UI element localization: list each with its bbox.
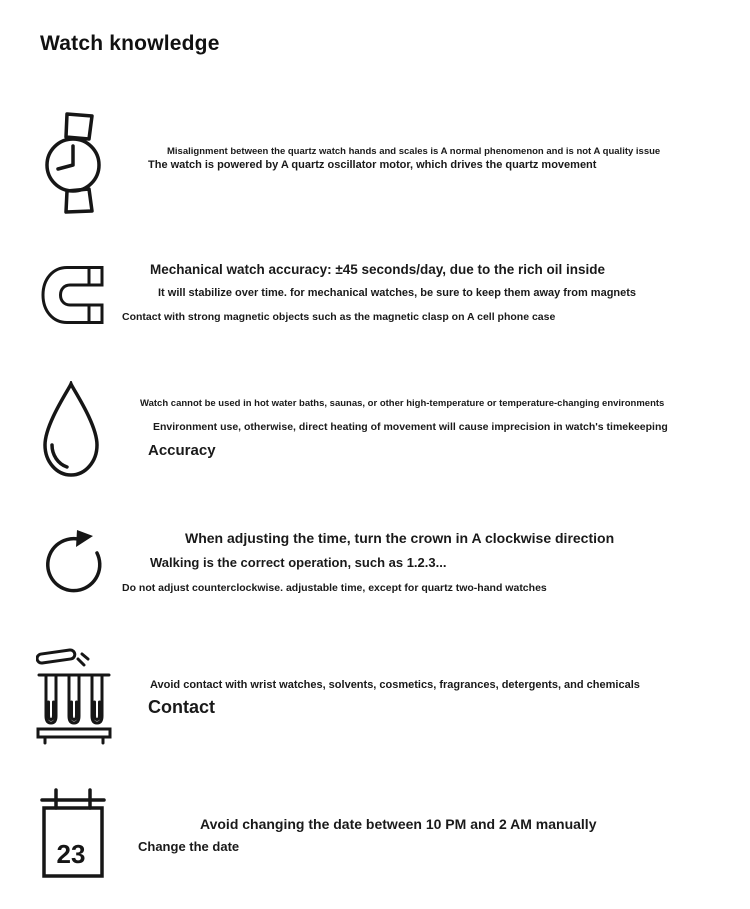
wristwatch-icon [42, 112, 106, 214]
calendar-icon [40, 788, 106, 880]
calendar-day-number: 23 [56, 839, 86, 869]
date-change-warning-line: Avoid changing the date between 10 PM and 2 AM manually [200, 816, 597, 832]
change-date-heading: Change the date [138, 839, 240, 854]
water-drop-icon [40, 381, 102, 479]
mechanical-accuracy-line: Mechanical watch accuracy: ±45 seconds/day, due to the rich oil inside [150, 262, 606, 277]
counterclockwise-warning-line: Do not adjust counterclockwise. adjustable time, except for quartz two-hand watches [122, 582, 547, 594]
accuracy-heading: Accuracy [148, 442, 216, 459]
magnetic-objects-line: Contact with strong magnetic objects such as the magnetic clasp on A cell phone case [122, 311, 556, 323]
magnet-warning-line: It will stabilize over time. for mechanical watches, be sure to keep them away from magnets [158, 287, 637, 299]
page-title: Watch knowledge [40, 32, 220, 55]
hot-water-warning-line: Watch cannot be used in hot water baths, saunas, or other high-temperature or temperature-changing environments [140, 398, 665, 409]
hands-misalignment-note: Misalignment between the quartz watch hands and scales is A normal phenomenon and is not A quality issue [167, 146, 661, 157]
rotate-clockwise-icon [42, 522, 106, 600]
quartz-movement-line: The watch is powered by A quartz oscillator motor, which drives the quartz movement [148, 159, 597, 171]
magnet-icon [40, 264, 106, 326]
contact-heading: Contact [148, 697, 215, 717]
chemicals-warning-line: Avoid contact with wrist watches, solvents, cosmetics, fragrances, detergents, and chemicals [150, 679, 640, 691]
heat-imprecision-line: Environment use, otherwise, direct heating of movement will cause imprecision in watch's timekeeping [153, 421, 668, 433]
test-tubes-icon [36, 645, 112, 745]
walking-operation-line: Walking is the correct operation, such as 1.2.3... [150, 555, 447, 570]
clockwise-crown-line: When adjusting the time, turn the crown in A clockwise direction [185, 530, 615, 546]
